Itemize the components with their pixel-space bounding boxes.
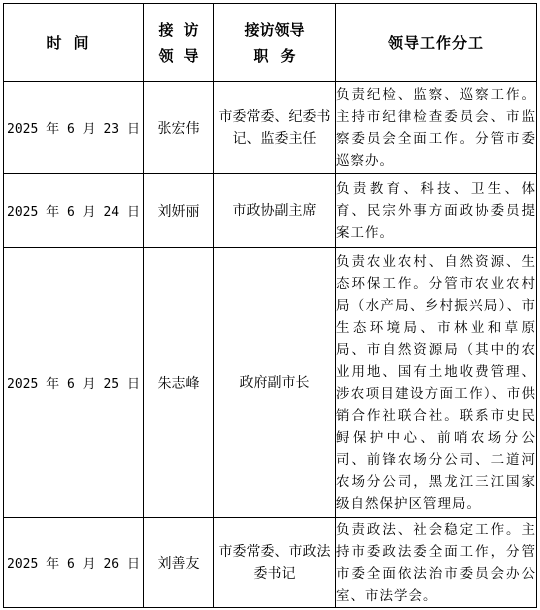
row-leader-name: 张宏伟 xyxy=(144,82,214,174)
reception-schedule-table xyxy=(3,3,537,608)
header-duty xyxy=(214,4,336,82)
row-leader-duty: 市政协副主席 xyxy=(214,174,336,248)
header-duty-line2: 职务 xyxy=(253,46,308,65)
row-work-division: 负责纪检、监察、巡察工作。主持市纪律检查委员会、市监察委员会全面工作。分管市委巡察办。 xyxy=(336,82,537,174)
header-leader-line1: 接访 xyxy=(158,20,209,39)
row-date: 2025 年 6 月 23 日 xyxy=(4,82,144,174)
header-work: 领导工作分工 xyxy=(336,4,537,82)
table-row xyxy=(4,248,537,518)
row-work-division: 负责农业农村、自然资源、生态环保工作。分管市农业农村局（水产局、乡村振兴局）、市生态环境局、市林业和草原局、市自然资源局（其中的农业用地、国有土地收费管理、涉农项目建设方面工作）、市供销合作社联合社。联系市史民鲟保护中心、前哨农场分公司、前锋农场分公司、二道河农场分公司，黑龙江三江国家级自然保护区管理局。 xyxy=(336,248,537,518)
table-row xyxy=(4,518,537,608)
table-row xyxy=(4,174,537,248)
header-row xyxy=(4,4,537,82)
row-work-division: 负责政法、社会稳定工作。主持市委政法委全面工作，分管市委全面依法治市委员会办公室、市法学会。 xyxy=(336,518,537,608)
row-work-division: 负责教育、科技、卫生、体育、民宗外事方面政协委员提案工作。 xyxy=(336,174,537,248)
row-date: 2025 年 6 月 25 日 xyxy=(4,248,144,518)
row-leader-duty: 政府副市长 xyxy=(214,248,336,518)
row-leader-name: 刘善友 xyxy=(144,518,214,608)
header-leader-line2: 领导 xyxy=(158,46,209,65)
row-leader-duty: 市委常委、纪委书记、监委主任 xyxy=(214,82,336,174)
row-date: 2025 年 6 月 26 日 xyxy=(4,518,144,608)
row-leader-name: 朱志峰 xyxy=(144,248,214,518)
row-leader-name: 刘妍丽 xyxy=(144,174,214,248)
row-date: 2025 年 6 月 24 日 xyxy=(4,174,144,248)
header-time: 时间 xyxy=(4,4,144,82)
header-leader xyxy=(144,4,214,82)
row-leader-duty: 市委常委、市政法委书记 xyxy=(214,518,336,608)
table-row xyxy=(4,82,537,174)
header-duty-line1: 接访领导 xyxy=(244,20,305,39)
